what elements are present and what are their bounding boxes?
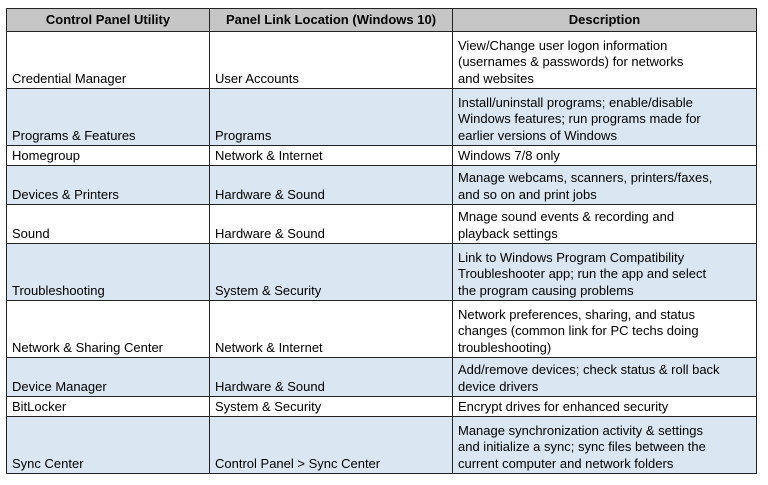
description-line: Manage synchronization activity & settings <box>458 422 703 438</box>
description-line: Encrypt drives for enhanced security <box>458 398 669 414</box>
description-cell <box>453 397 757 417</box>
description-line: device drivers <box>458 378 539 394</box>
description-line: changes (common link for PC techs doing <box>458 323 699 339</box>
location-cell: Hardware & Sound <box>210 166 453 205</box>
table-row <box>7 32 757 89</box>
description-cell <box>453 89 757 146</box>
description-cell <box>453 244 757 301</box>
location-cell: Network & Internet <box>210 301 453 358</box>
table-body <box>7 32 757 474</box>
description-line: and so on and print jobs <box>458 186 597 202</box>
description-line: earlier versions of Windows <box>458 127 617 143</box>
utility-cell: Homegroup <box>7 146 210 166</box>
header-row <box>7 9 757 32</box>
description-cell <box>453 146 757 166</box>
location-cell: Network & Internet <box>210 146 453 166</box>
location-cell: Hardware & Sound <box>210 358 453 397</box>
utility-cell: Sync Center <box>7 417 210 474</box>
description-line: View/Change user logon information <box>458 37 668 53</box>
description-line: the program causing problems <box>458 282 634 298</box>
description-cell <box>453 32 757 89</box>
utility-cell: Programs & Features <box>7 89 210 146</box>
description-cell <box>453 417 757 474</box>
description-line: and initialize a sync; sync files between the <box>458 439 706 455</box>
description-cell <box>453 358 757 397</box>
header-description: Description <box>453 9 757 32</box>
table-row <box>7 166 757 205</box>
header-control-panel-utility: Control Panel Utility <box>7 9 210 32</box>
control-panel-utilities-table <box>6 8 757 474</box>
utility-cell: Sound <box>7 205 210 244</box>
utility-cell: Troubleshooting <box>7 244 210 301</box>
table-row <box>7 244 757 301</box>
header-panel-link-location: Panel Link Location (Windows 10) <box>210 9 453 32</box>
description-line: Network preferences, sharing, and status <box>458 306 696 322</box>
description-line: Troubleshooter app; run the app and select <box>458 266 707 282</box>
table-row <box>7 301 757 358</box>
utility-cell: Device Manager <box>7 358 210 397</box>
table-row <box>7 417 757 474</box>
description-cell <box>453 166 757 205</box>
utility-cell: Devices & Printers <box>7 166 210 205</box>
description-line: Link to Windows Program Compatibility <box>458 249 685 265</box>
utility-cell: BitLocker <box>7 397 210 417</box>
table-row <box>7 205 757 244</box>
description-cell <box>453 301 757 358</box>
description-line: and websites <box>458 70 534 86</box>
location-cell: Programs <box>210 89 453 146</box>
description-line: (usernames & passwords) for networks <box>458 54 684 70</box>
description-line: troubleshooting) <box>458 339 552 355</box>
location-cell: Control Panel > Sync Center <box>210 417 453 474</box>
table-row <box>7 89 757 146</box>
description-line: Add/remove devices; check status & roll back <box>458 362 720 378</box>
description-line: Manage webcams, scanners, printers/faxes, <box>458 170 713 186</box>
description-cell <box>453 205 757 244</box>
table-row <box>7 397 757 417</box>
location-cell: User Accounts <box>210 32 453 89</box>
description-line: current computer and network folders <box>458 455 674 471</box>
table-row <box>7 358 757 397</box>
description-line: Install/uninstall programs; enable/disable <box>458 94 693 110</box>
description-line: Windows features; run programs made for <box>458 111 701 127</box>
location-cell: System & Security <box>210 244 453 301</box>
location-cell: Hardware & Sound <box>210 205 453 244</box>
utility-cell: Network & Sharing Center <box>7 301 210 358</box>
utility-cell: Credential Manager <box>7 32 210 89</box>
table-row <box>7 146 757 166</box>
description-line: playback settings <box>458 225 558 241</box>
description-line: Windows 7/8 only <box>458 147 560 163</box>
description-line: Mnage sound events & recording and <box>458 209 675 225</box>
location-cell: System & Security <box>210 397 453 417</box>
